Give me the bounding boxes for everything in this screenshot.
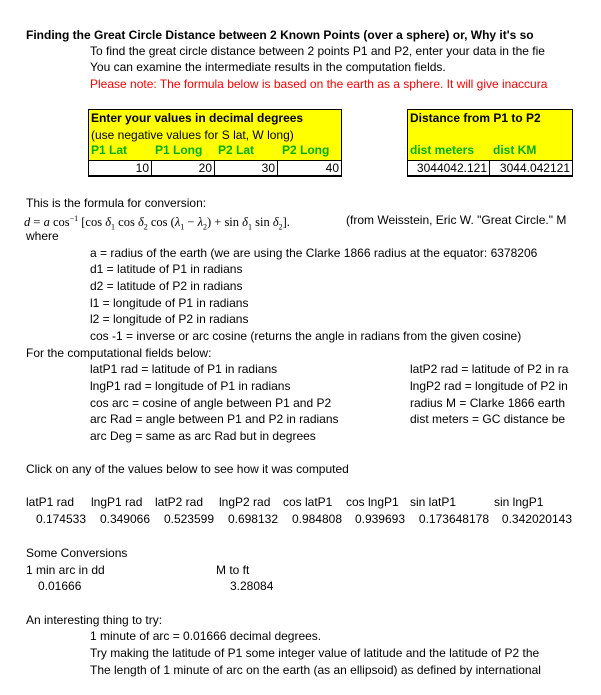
comp-intro: For the computational fields below: <box>26 346 212 360</box>
comp-lngp1: lngP1 rad = longitude of P1 in radians <box>90 379 291 393</box>
p2-lat-input[interactable]: 30 <box>214 160 278 176</box>
label-p2-long: P2 Long <box>282 143 330 157</box>
header-latp2-rad: latP2 rad <box>155 495 204 509</box>
value-lngp1-rad[interactable]: 0.349066 <box>99 512 150 526</box>
interesting-line-3: The length of 1 minute of arc on the earth (as an ellipsoid) as defined by international <box>90 663 541 677</box>
comp-distmeters: dist meters = GC distance be <box>410 412 566 426</box>
intro-line-2: You can examine the intermediate results in the computation fields. <box>90 60 446 74</box>
interesting-line-2: Try making the latitude of P1 some integer value of latitude and the latitude of P2 the <box>90 646 540 660</box>
input-panel <box>88 109 342 177</box>
interesting-line-1: 1 minute of arc = 0.01666 decimal degrees. <box>90 629 322 643</box>
label-p2-lat: P2 Lat <box>218 143 255 157</box>
comp-arcrad: arc Rad = angle between P1 and P2 in radians <box>90 412 339 426</box>
comp-latp2: latP2 rad = latitude of P2 in ra <box>410 362 569 376</box>
header-cos-lngp1: cos lngP1 <box>346 495 399 509</box>
m-to-ft-label: M to ft <box>216 563 250 577</box>
great-circle-formula: d = a $\cos^{-1} [\cos$ $\delta_1$ $\cos \delta_2$ $\cos (\lambda_1 - \lambda_2) + \sin \delta_1$ $\sin \delta_2$]. <box>24 214 290 232</box>
min-arc-value[interactable]: 0.01666 <box>38 579 82 593</box>
dist-meters-value[interactable]: 3044042.121 <box>407 160 490 176</box>
distance-heading: Distance from P1 to P2 <box>410 111 541 125</box>
dist-km-value[interactable]: 3044.042121 <box>489 160 573 176</box>
page-title: Finding the Great Circle Distance between 2 Known Points (over a sphere) or, Why it's so <box>26 28 534 42</box>
comp-cosarc: cos arc = cosine of angle between P1 and P2 <box>90 396 332 410</box>
header-cos-latp1: cos latP1 <box>283 495 333 509</box>
def-l1: l1 = longitude of P1 in radians <box>90 296 249 310</box>
formula-intro: This is the formula for conversion: <box>26 196 207 210</box>
header-sin-latp1: sin latP1 <box>410 495 457 509</box>
p1-long-input[interactable]: 20 <box>151 160 215 176</box>
comp-latp1: latP1 rad = latitude of P1 in radians <box>90 362 278 376</box>
where-label: where <box>26 229 59 243</box>
comp-radius: radius M = Clarke 1866 earth <box>410 396 566 410</box>
def-arccos: cos -1 = inverse or arc cosine (returns the angle in radians from the given cosine) <box>90 329 522 343</box>
intro-line-1: To find the great circle distance between 2 points P1 and P2, enter your data in the fie <box>90 44 545 58</box>
interesting-heading: An interesting thing to try: <box>26 613 163 627</box>
formula-citation: (from Weisstein, Eric W. "Great Circle." M <box>346 213 567 227</box>
label-dist-km: dist KM <box>493 143 537 157</box>
conversions-heading: Some Conversions <box>26 546 128 560</box>
input-heading: Enter your values in decimal degrees <box>91 111 304 125</box>
value-lngp2-rad[interactable]: 0.698132 <box>227 512 278 526</box>
value-latp2-rad[interactable]: 0.523599 <box>163 512 214 526</box>
label-p1-lat: P1 Lat <box>91 143 128 157</box>
header-sin-lngp1: sin lngP1 <box>494 495 544 509</box>
def-d2: d2 = latitude of P2 in radians <box>90 279 243 293</box>
comp-arcdeg: arc Deg = same as arc Rad but in degrees <box>90 429 316 443</box>
input-subheading: (use negative values for S lat, W long) <box>91 128 294 142</box>
header-lngp1-rad: lngP1 rad <box>91 495 143 509</box>
def-d1: d1 = latitude of P1 in radians <box>90 262 243 276</box>
p2-long-input[interactable]: 40 <box>277 160 342 176</box>
header-lngp2-rad: lngP2 rad <box>219 495 271 509</box>
header-latp1-rad: latP1 rad <box>26 495 75 509</box>
label-dist-meters: dist meters <box>410 143 475 157</box>
m-to-ft-value[interactable]: 3.28084 <box>230 579 274 593</box>
value-latp1-rad[interactable]: 0.174533 <box>35 512 86 526</box>
value-sin-latp1[interactable]: 0.173648178 <box>418 512 489 526</box>
min-arc-label: 1 min arc in dd <box>26 563 105 577</box>
value-cos-latp1[interactable]: 0.984808 <box>291 512 342 526</box>
def-l2: l2 = longitude of P2 in radians <box>90 312 249 326</box>
distance-panel <box>407 109 573 177</box>
label-p1-long: P1 Long <box>155 143 203 157</box>
value-sin-lngp1[interactable]: 0.342020143 <box>501 512 572 526</box>
sphere-note: Please note: The formula below is based on the earth as a sphere. It will give inaccura <box>90 77 548 91</box>
p1-lat-input[interactable]: 10 <box>88 160 152 176</box>
value-cos-lngp1[interactable]: 0.939693 <box>354 512 405 526</box>
click-note: Click on any of the values below to see how it was computed <box>26 462 349 476</box>
comp-lngp2: lngP2 rad = longitude of P2 in <box>410 379 568 393</box>
def-radius: a = radius of the earth (we are using the Clarke 1866 radius at the equator: 6378206 <box>90 246 538 260</box>
